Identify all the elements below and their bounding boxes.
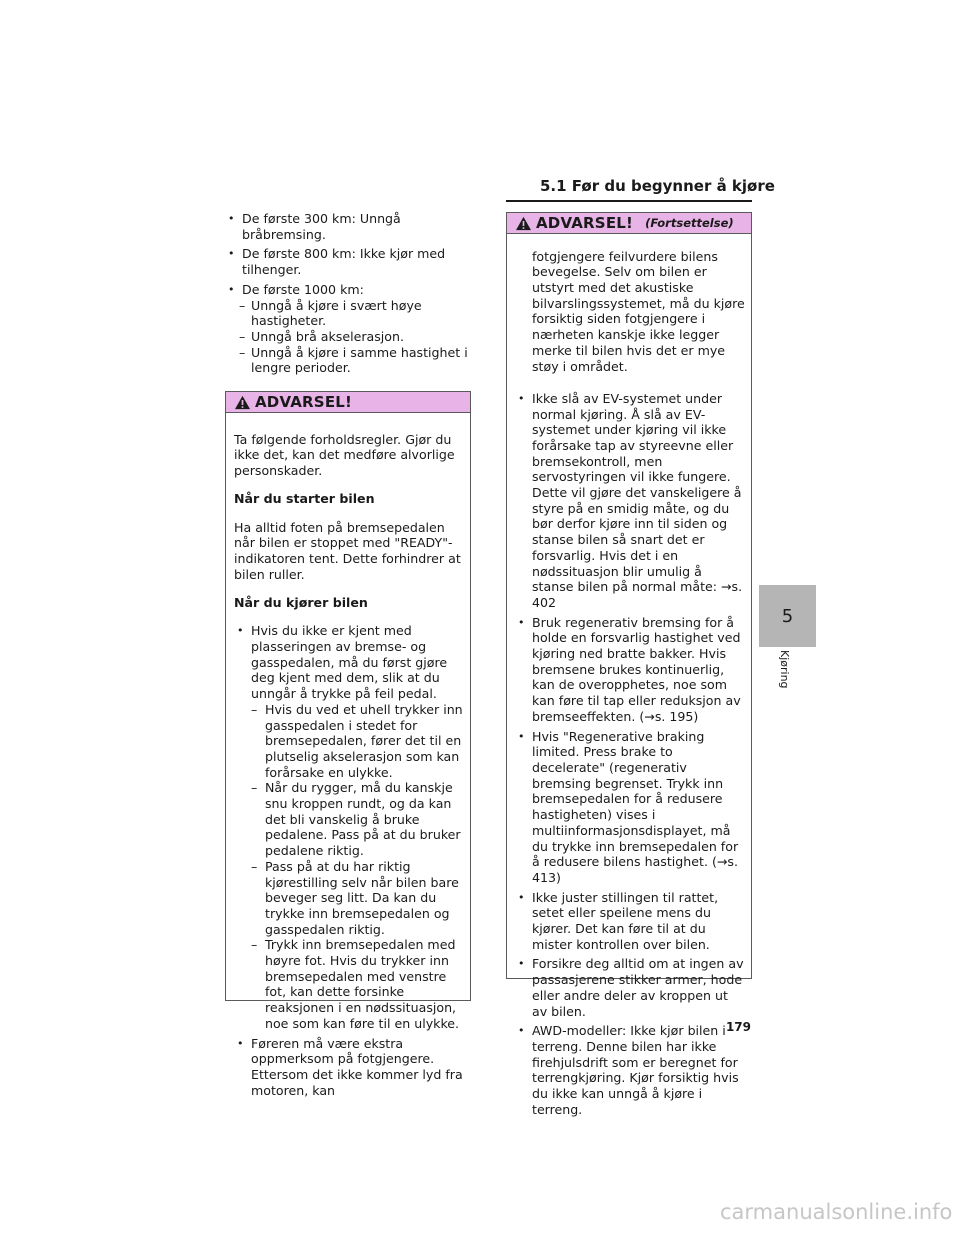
list-item: • De første 300 km: Unngå bråbremsing. [225, 211, 470, 242]
warning-triangle-icon [234, 395, 251, 410]
list-item: • Forsikre deg alltid om at ingen av passasjerene stikker armer, hode eller andre deler av kroppen ut av bilen. [515, 956, 747, 1019]
intro-list [225, 211, 470, 376]
warning-header [226, 392, 470, 413]
continued-label: (Fortsettelse) [645, 216, 734, 230]
warning-subheading: Når du kjører bilen [234, 595, 368, 610]
chapter-number: 5 [781, 605, 794, 627]
list-item: • AWD-modeller: Ikke kjør bilen i terreng. Denne bilen har ikke firehjulsdrift som er beregnet for terrengkjøring. Kjør forsiktig hvis du ikke kan unngå å kjøre i terreng. [515, 1023, 747, 1117]
list-subitem: – Unngå å kjøre i samme hastighet i lengre perioder. [225, 345, 470, 376]
list-item: • Bruk regenerativ bremsing for å holde en forsvarlig hastighet ved kjøring ned bratte bakker. Hvis bremsene brukes kontinuerlig, kan de overopphetes, noe som kan føre til tap eller reduksjon av bremseeffekten. (→s. 195) [515, 615, 747, 725]
warning-header [507, 213, 751, 234]
warning-subheading: Når du starter bilen [234, 491, 375, 507]
list-item: • Hvis "Regenerative braking limited. Press brake to decelerate" (regenerativ bremsing begrenset. Trykk inn bremsepedalen for å redusere hastigheten) vises i multiinformasjonsdisplayet, må du trykke inn bremsepedalen for å redusere bilens hastighet. (→s. 413) [515, 729, 747, 886]
chapter-tab [759, 585, 816, 647]
warning-title: ADVARSEL! [536, 214, 634, 232]
page-number: 179 [725, 1020, 751, 1034]
list-subitem: – Unngå å kjøre i svært høye hastigheter. [225, 298, 470, 329]
watermark: carmanualsonline.info [720, 1200, 953, 1224]
header-rule [506, 200, 752, 202]
section-title: 5.1 Før du begynner å kjøre [540, 177, 775, 195]
list-item: • Ikke slå av EV-systemet under normal kjøring. Å slå av EV-systemet under kjøring vil ikke forårsake tap av styreevne eller bremsekontroll, men servostyringen vil ikke fungere. Dette vil gjøre det vanskeligere å styre på en smidig måte, og du bør derfor kjøre inn til siden og stanse bilen så snart det er forsvarlig. Hvis det i en nødssituasjon blir umulig å stanse bilen på normal måte: →s. 402 [515, 391, 747, 611]
warning-box [225, 391, 471, 1098]
warning-intro: Ta følgende forholdsregler. Gjør du ikke det, kan det medføre alvorlige personskader. [234, 431, 455, 478]
chapter-label: Kjøring [778, 650, 791, 689]
list-subitem: – Pass på at du har riktig kjørestilling selv når bilen bare beveger seg litt. Da kan du trykke inn bremsepedalen og gasspedalen riktig. [234, 859, 466, 938]
warning-paragraph: Ha alltid foten på bremsepedalen når bilen er stoppet med "READY"-indikatoren tent. Dette forhindrer at bilen ruller. [234, 519, 461, 582]
list-item: • De første 1000 km: [225, 282, 470, 298]
list-subitem: – Unngå brå akselerasjon. [225, 329, 470, 345]
list-item: • De første 800 km: Ikke kjør med tilhenger. [225, 246, 470, 277]
list-item: • Føreren må være ekstra oppmerksom på fotgjengere. Ettersom det ikke kommer lyd fra motoren, kan [234, 1036, 466, 1099]
list-subitem: – Når du rygger, må du kanskje snu kroppen rundt, og da kan det bli vanskelig å bruke pedalene. Pass på at du bruker pedalene riktig. [234, 780, 466, 859]
list-subitem: – Trykk inn bremsepedalen med høyre fot. Hvis du trykker inn bremsepedalen med venstre fot, kan dette forsinke reaksjonen i en nødssituasjon, noe som kan føre til en ulykke. [234, 937, 466, 1031]
list-subitem: – Hvis du ved et uhell trykker inn gasspedalen i stedet for bremsepedalen, fører det til en plutselig akselerasjon som kan forårsake en ulykke. [234, 702, 466, 781]
warning-paragraph: fotgjengere feilvurdere bilens bevegelse. Selv om bilen er utstyrt med det akustiske bilvarslingssystemet, må du kjøre forsiktig siden fotgjengere i nærheten kanskje ikke legger merke til bilen hvis det er mye støy i området. [532, 248, 745, 374]
list-item: • Hvis du ikke er kjent med plasseringen av bremse- og gasspedalen, må du først gjøre deg kjent med dem, slik at du unngår å trykke på feil pedal. [234, 623, 466, 702]
warning-triangle-icon [515, 216, 532, 231]
warning-title: ADVARSEL! [255, 393, 353, 411]
list-item: • Ikke juster stillingen til rattet, setet eller speilene mens du kjører. Det kan føre til at du mister kontrollen over bilen. [515, 890, 747, 953]
